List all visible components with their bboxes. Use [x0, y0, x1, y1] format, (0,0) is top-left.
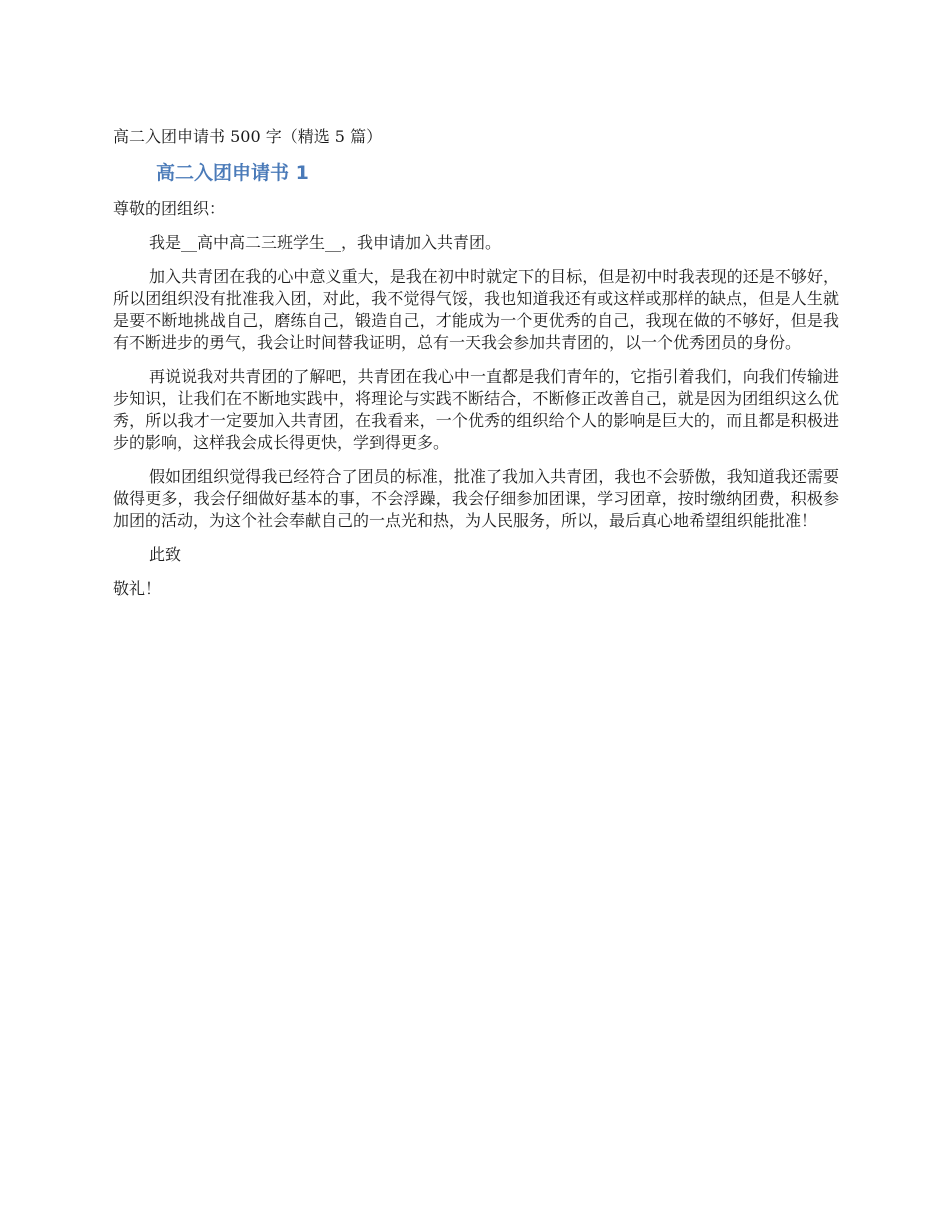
section-heading: 高二入团申请书 1: [156, 162, 309, 184]
closing-text: 此致: [149, 545, 182, 564]
paragraph-body: 再说说我对共青团的了解吧，共青团在我心中一直都是我们青年的，它指引着我们，向我们传输进步知识，让我们在不断地实践中，将理论与实践不断结合，不断修正改善自己，就是因为团组织这么优秀，所以我才一定要加入共青团，在我看来，一个优秀的组织给个人的影响是巨大的，而且都是积极进步的影响，这样我会成长得更快，学到得更多。: [113, 367, 839, 452]
document-page: [113, 126, 839, 612]
paragraph-intro: 我是__高中高二三班学生__，我申请加入共青团。: [149, 233, 502, 252]
paragraph-body: 加入共青团在我的心中意义重大，是我在初中时就定下的目标，但是初中时我表现的还是不够好，所以团组织没有批准我入团，对此，我不觉得气馁，我也知道我还有或这样或那样的缺点，但是人生就是要不断地挑战自己，磨练自己，锻造自己，才能成为一个更优秀的自己，我现在做的不够好，但是我有不断进步的勇气，我会让时间替我证明，总有一天我会参加共青团的，以一个优秀团员的身份。: [113, 267, 839, 352]
paragraph-body: 假如团组织觉得我已经符合了团员的标准，批准了我加入共青团，我也不会骄傲，我知道我还需要做得更多，我会仔细做好基本的事，不会浮躁，我会仔细参加团课，学习团章，按时缴纳团费，积极参加团的活动，为这个社会奉献自己的一点光和热，为人民服务，所以，最后真心地希望组织能批准！: [113, 467, 839, 530]
regards-text: 敬礼！: [113, 579, 162, 598]
document-title: 高二入团申请书 500 字（精选 5 篇）: [113, 127, 383, 146]
salutation: 尊敬的团组织：: [113, 199, 226, 218]
